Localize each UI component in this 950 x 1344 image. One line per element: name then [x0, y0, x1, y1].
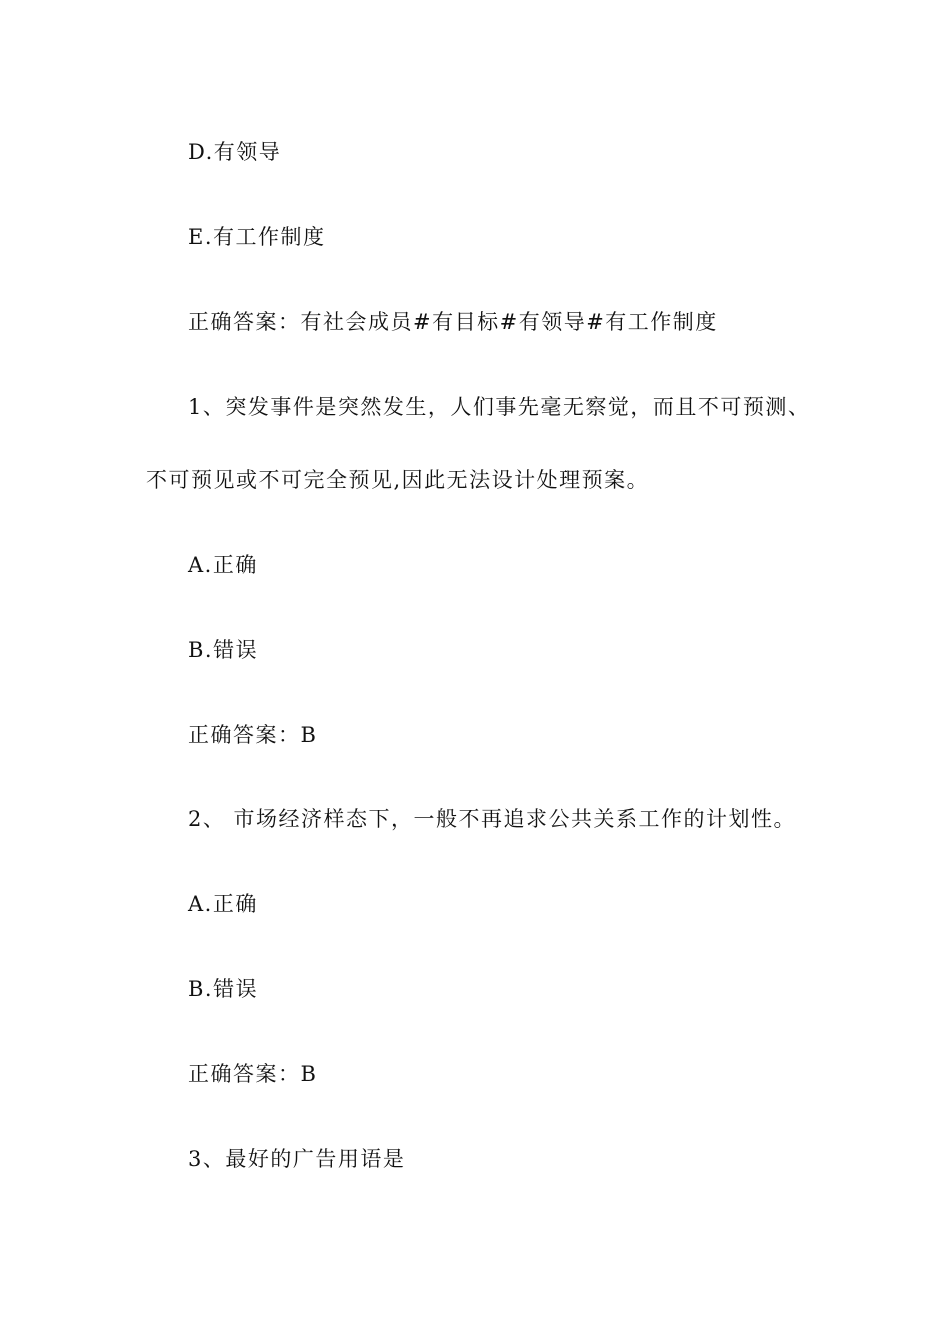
option-d: D.有领导	[188, 140, 282, 164]
question-2-answer: 正确答案：B	[188, 1062, 318, 1086]
question-1-option-b: B.错误	[188, 638, 259, 662]
question-2-text: 2、 市场经济样态下，一般不再追求公共关系工作的计划性。	[188, 807, 797, 831]
question-2-option-b: B.错误	[188, 977, 259, 1001]
question-1-option-a: A.正确	[188, 553, 258, 577]
question-1-text-line-2: 不可预见或不可完全预见,因此无法设计处理预案。	[146, 468, 650, 492]
question-2-option-a: A.正确	[188, 892, 258, 916]
question-3-text: 3、最好的广告用语是	[188, 1147, 406, 1171]
option-e: E.有工作制度	[188, 225, 326, 249]
question-1-text-line-1: 1、突发事件是突然发生，人们事先毫无察觉，而且不可预测、	[188, 395, 811, 419]
question-1-answer: 正确答案：B	[188, 723, 318, 747]
answer-previous-question: 正确答案：有社会成员#有目标#有领导#有工作制度	[188, 310, 718, 334]
